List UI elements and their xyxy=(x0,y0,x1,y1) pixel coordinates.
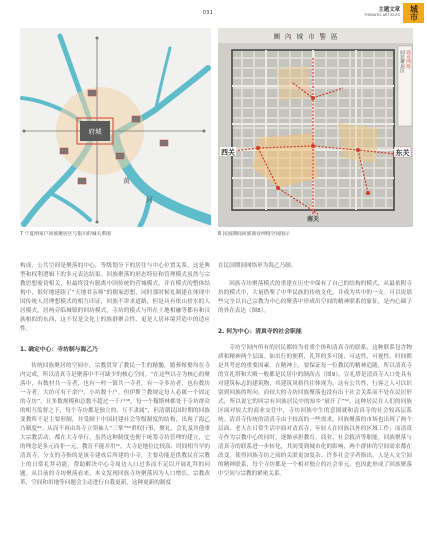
map-title: 圖內城市警區 xyxy=(273,32,343,41)
paragraph: 构成，公共空间是聚落的中心，等级划分下的居住与中心位置关系，这是典型和权利逻辑下的多元表达结果。回族聚落的形态特征和管理模式虽然与宗教思想密切相关，但最终没有脱离中国传统的营城模式，并在模式的整体结构中，很好地延续了“天地君亲师”的儒家思想，同时那时候礼制建在体现中国传统人居理想模式的相互印证，回族不讲求道路，但是具有依山傍水的人居模式，居两旁临城镇的回坊模式，寺坊的模式与所在土地相融等都有和汉族相似的东西，这不仅是文化上的族群聚合性，更是人居环境营造中的适应性。 xyxy=(20,263,210,332)
paragraph: 传统回族聚居的空间中，宗教贯穿了教民一生的精髓，婚葬嫁娶均在寺内完成，所以清真寺是聚落中不可缺少的核心空间。“在这些以寺为核心的聚落中，有数村共一寺者，也有一村一镇共一寺者，有一寺多坊者，也有数坊一寺者，大坊可有千余户，小坊数十户。但伊斯兰教规定每人必属一个固定的寺坊”，且多数规模和总数不超过一千户⁴⁸。每一个穆斯林都处于寺坊群众的相互监督之下，每个寺坊都是独立的、互不隶属”，但清朝民国时期的回族变教所不是主要形制，并受制于中国封建社会等级制度的结构，出现了海乙乃制度⁴⁹。从而不再由各寺立领袖人“三掌”⁵⁰重权行事，聚礼、会礼及其他重大宗教活动，都在大寺举行。虽然这种制度也便于统筹寺坊管理的建立，它的理念是多元而非一元，教育不能并用⁵¹，大寺是地位比较高、时间相当早的清真寺，分支的寺指的是该寺建成后所建的小寺，主要功能是供教民在宗教上的日常礼拜功能，帮助解决中心寺周边人口过多而不足以开展礼拜的问题。从目前的寺坊聚落看来，本文发现回族寺坊聚落因为人口增长，宗教改革，空间和用地等问题会主动进行自我更新，这种更新的制度 xyxy=(20,363,210,486)
xian-commerce-map xyxy=(218,28,413,227)
yinchuan-river-map xyxy=(20,28,211,227)
city-center-label: 府城 xyxy=(88,127,102,136)
paragraph: 在民国期间网络形为海乙乃制。 xyxy=(218,263,297,269)
section-title-cn: 主题文章 xyxy=(378,7,400,13)
right-column xyxy=(218,262,412,532)
figure-7-caption: 7 宁夏纳家户回族聚居区与银川的城关系图 xyxy=(20,232,111,237)
south-gate-label: 南关 xyxy=(306,216,320,223)
paragraph: 寺坊空间内所有的居民都较为看重个体和清真寺的联系，这种联系包含物质和精神两个层面。如出行的便利，礼拜的多可能，可达性、可视性、时间都是其考虑的重要因素。在精神上，要保证每一位教民的精神追随，所以清真寺的宣礼塔和大殿一般都是民居中的制高点（图9）。宣礼塔是清真寺入口处具有对建筑标志的建筑物，其建筑风格往往体现为，这有公共性，行客之人可以识别到回族的所向。而较大的寺坊回族聚落也没有出于社会关系而不处在民居形式，所以说它的回宗有回族居民中的知乡“展开了”⁵²。这种居民在人们的回族区面对较大的商业交往中，寺坊回族中生的意图就和清真寺的社会较高层系统。清真寺传统的清真寺由于较高的一些需求，回族聚落的市场也出现了两个层面，老人在日常生活中面对清真寺，年轻人在回族以外的区域工作；而清真寺作为宗教中心的同时，逐渐承担教育、商业、社会救济等职能。回族聚落与清真寺的联系进一步转化，其间受到城市化的影响，两个群体的空间需求都在改变，使得回族寺坊之间的关联更加复杂。许多社会学者指出，人是人文空间的精神联系，每个寺坊都是一个相对独立的社会单元，也因此形成了回族聚落中空间与宗教的紧密关系。 xyxy=(218,345,412,477)
figure-8 xyxy=(218,28,413,227)
section-title-en: THEMATIC ARTICLES xyxy=(364,13,400,17)
section-heading-1: 1. 确定中心：寺坊制与海乙乃 xyxy=(20,347,98,353)
logo-text: 城市 xyxy=(409,5,419,21)
page-number: 031 xyxy=(202,10,214,16)
legend-item-network: 商业网络 xyxy=(405,50,411,69)
figure-7 xyxy=(20,28,211,227)
figure-8-caption: 8 民国期间回族商业网络空间图示 xyxy=(218,232,290,237)
magazine-logo xyxy=(403,3,424,23)
paragraph: 回族寺坊聚落模式的重建在历史中保有了自己的结构的模式，从最依附寺坊的模式中，大量借鉴了中华民族的传统文化，并成为其中的一支。可以说那些完全以自己宗教为中心的聚落中形成出空间的精神联系的象征，是内心圈子的外在表达（图8）。 xyxy=(218,281,412,314)
west-gate-label: 西关 xyxy=(221,148,235,157)
east-gate-label: 东关 xyxy=(395,149,410,157)
river-label-a: 黄 xyxy=(123,177,130,185)
left-column xyxy=(20,262,210,532)
legend-item-hui: 回民聚居区 xyxy=(399,50,405,73)
river-label-b: 河 xyxy=(146,196,153,204)
section-heading-2: 2. 何为中心：清真寺的社会职能 xyxy=(218,329,302,335)
